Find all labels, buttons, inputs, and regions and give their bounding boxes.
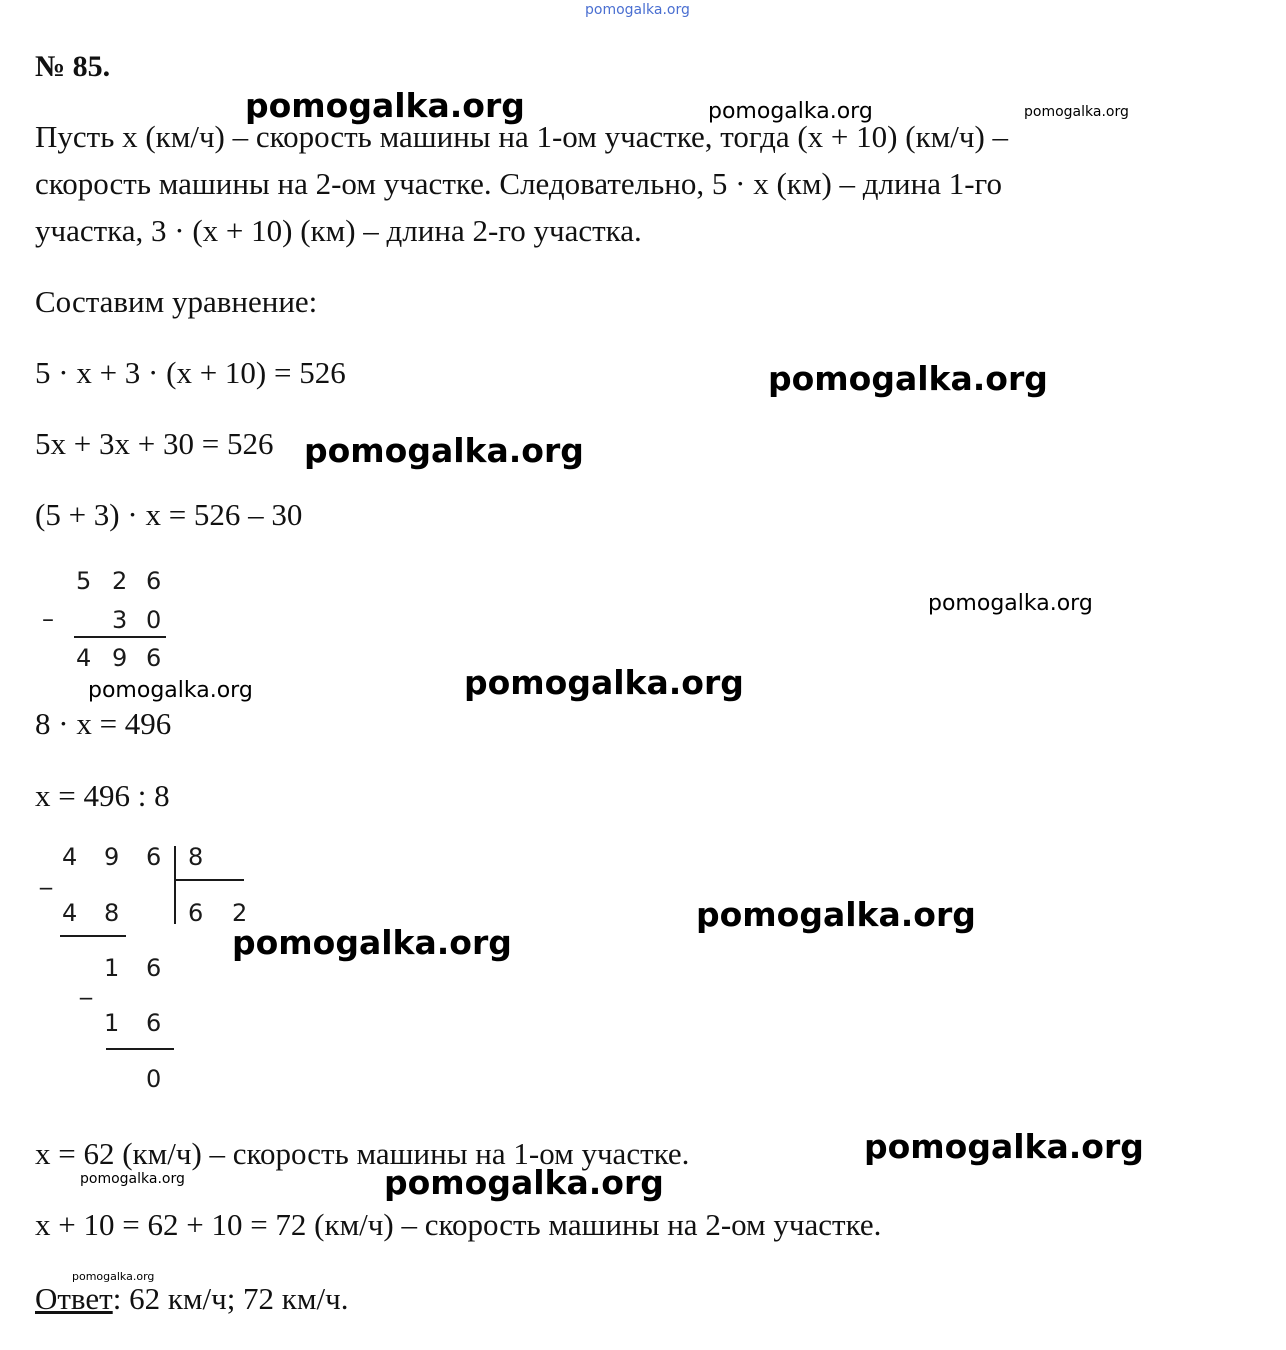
watermark: pomogalka.org: [88, 678, 253, 703]
digit: 4: [76, 644, 92, 672]
answer-label: Ответ: [35, 1281, 113, 1316]
quotient-digit: 2: [232, 899, 248, 927]
watermark: pomogalka.org: [384, 1163, 664, 1202]
divisor: 8: [188, 843, 204, 871]
equation-1: 5 · х + 3 · (х + 10) = 526: [35, 355, 346, 390]
minus-sign: –: [42, 605, 54, 633]
watermark: pomogalka.org: [864, 1127, 1144, 1166]
digit: 0: [146, 606, 162, 634]
digit: 8: [104, 899, 120, 927]
digit: 4: [62, 899, 78, 927]
digit: 6: [146, 843, 162, 871]
watermark: pomogalka.org: [232, 923, 512, 962]
digit: 1: [104, 954, 120, 982]
digit: 6: [146, 644, 162, 672]
equation-2: 5х + 3х + 30 = 526: [35, 426, 274, 461]
compose-equation-text: Составим уравнение:: [35, 284, 318, 319]
quotient-digit: 6: [188, 899, 204, 927]
watermark: pomogalka.org: [708, 99, 873, 124]
paragraph-line-3: участка, 3 · (х + 10) (км) – длина 2-го участка.: [35, 213, 642, 248]
problem-number: № 85.: [35, 50, 111, 83]
watermark: pomogalka.org: [304, 431, 584, 470]
subtraction-line: [74, 636, 166, 638]
minus-sign: _: [80, 972, 92, 1000]
division-bracket-horizontal: [174, 879, 244, 881]
answer-text: : 62 км/ч; 72 км/ч.: [112, 1281, 349, 1316]
watermark: pomogalka.org: [768, 359, 1048, 398]
watermark: pomogalka.org: [1024, 104, 1129, 120]
digit: 6: [146, 567, 162, 595]
minus-sign: _: [40, 862, 52, 890]
digit: 5: [76, 567, 92, 595]
division-line: [106, 1048, 174, 1050]
digit: 9: [104, 843, 120, 871]
site-header-label[interactable]: pomogalka.org: [585, 2, 690, 18]
division-bracket-vertical: [174, 846, 176, 924]
digit: 6: [146, 1009, 162, 1037]
watermark: pomogalka.org: [696, 895, 976, 934]
digit: 6: [146, 954, 162, 982]
equation-3: (5 + 3) · х = 526 – 30: [35, 497, 303, 532]
watermark: pomogalka.org: [464, 663, 744, 702]
result-2: х + 10 = 62 + 10 = 72 (км/ч) – скорость машины на 2-ом участке.: [35, 1207, 882, 1242]
watermark: pomogalka.org: [72, 1270, 155, 1283]
digit: 4: [62, 843, 78, 871]
watermark: pomogalka.org: [245, 86, 525, 125]
digit: 2: [112, 567, 128, 595]
paragraph-line-1: Пусть х (км/ч) – скорость машины на 1-ом участке, тогда (х + 10) (км/ч) –: [35, 119, 1009, 154]
digit: 9: [112, 644, 128, 672]
result-1: х = 62 (км/ч) – скорость машины на 1-ом участке.: [35, 1136, 690, 1171]
digit: 3: [112, 606, 128, 634]
digit: 1: [104, 1009, 120, 1037]
watermark: pomogalka.org: [80, 1171, 185, 1187]
division-line: [60, 935, 126, 937]
equation-4: 8 · х = 496: [35, 706, 172, 741]
watermark: pomogalka.org: [928, 591, 1093, 616]
digit: 0: [146, 1065, 162, 1093]
paragraph-line-2: скорость машины на 2-ом участке. Следовательно, 5 · х (км) – длина 1-го: [35, 166, 1002, 201]
equation-5: х = 496 : 8: [35, 778, 170, 813]
